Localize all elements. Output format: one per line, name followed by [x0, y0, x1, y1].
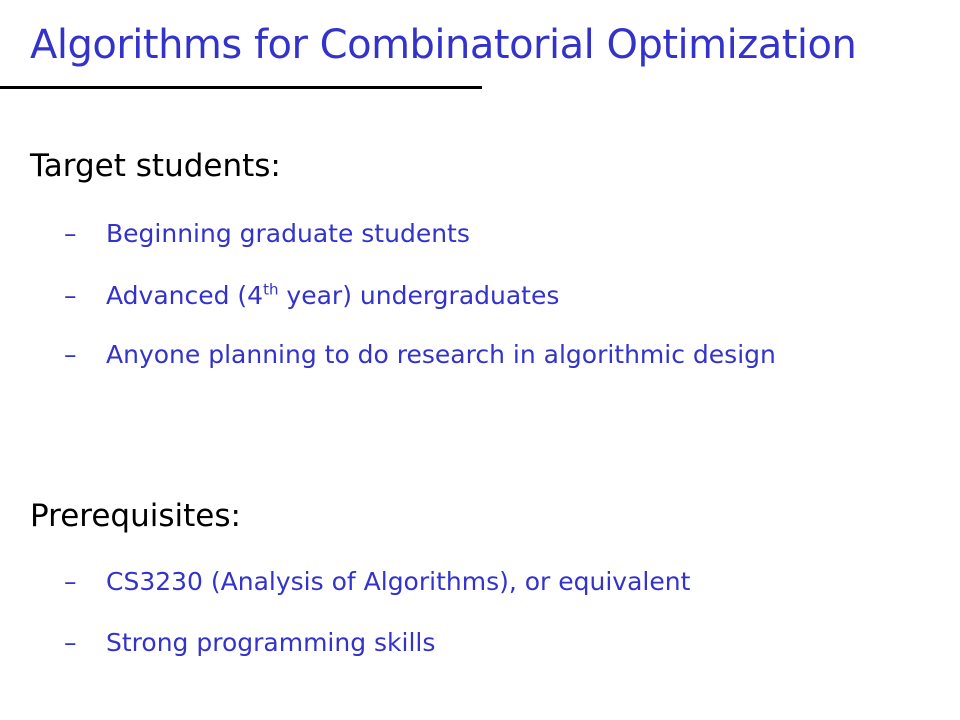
bullet-superscript: th	[263, 280, 279, 299]
bullet-text-after: year) undergraduates	[278, 281, 560, 310]
section-heading-prerequisites: Prerequisites:	[30, 498, 241, 534]
bullet-text: Anyone planning to do research in algorithmic design	[106, 340, 776, 369]
bullet-dash: –	[64, 567, 77, 596]
bullet-text-before: Advanced (4	[106, 281, 264, 310]
bullet-anyone-planning-research	[64, 331, 924, 379]
bullet-advanced-undergraduates	[64, 272, 924, 320]
bullet-strong-programming-skills	[64, 619, 924, 667]
bullet-dash: –	[64, 281, 77, 310]
bullet-text: Beginning graduate students	[106, 219, 470, 248]
bullet-dash: –	[64, 628, 77, 657]
bullet-beginning-graduate-students	[64, 210, 924, 258]
section-heading-target-students: Target students:	[30, 148, 281, 184]
bullet-dash: –	[64, 340, 77, 369]
slide-title: Algorithms for Combinatorial Optimization	[30, 22, 857, 68]
bullet-dash: –	[64, 219, 77, 248]
title-underline	[0, 86, 482, 89]
bullet-text: CS3230 (Analysis of Algorithms), or equivalent	[106, 567, 691, 596]
bullet-text	[106, 272, 924, 320]
bullet-text: Strong programming skills	[106, 628, 436, 657]
bullet-cs3230	[64, 558, 924, 606]
